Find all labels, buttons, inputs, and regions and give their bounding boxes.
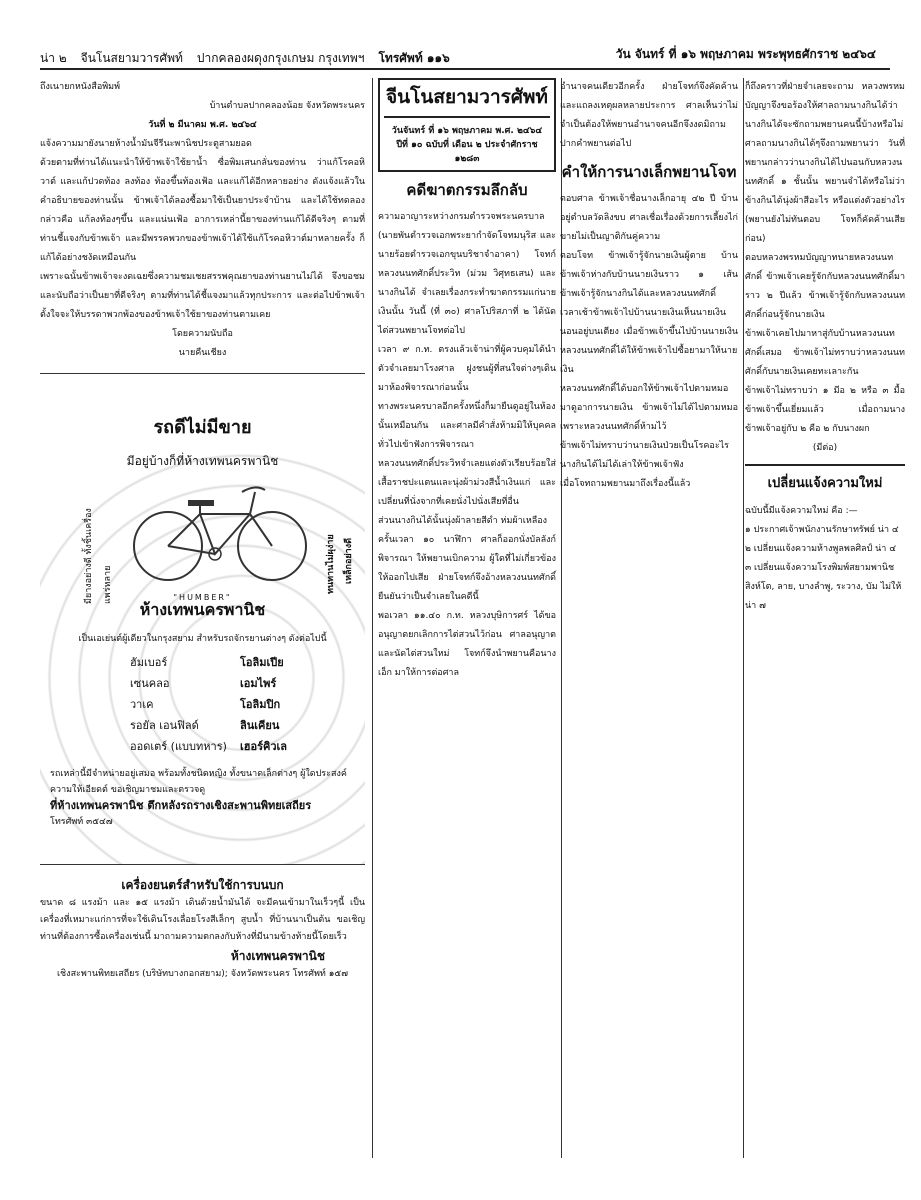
newspaper-page (40, 40, 905, 1160)
testimony-para: ตอบศาล ข้าพเจ้าชื่อนางเล็กอายุ ๔๒ ปี บ้านอยู่ตำบลวัดลิงขบ ศาลเชื่อเรื่องด้วยการเลี้ยงไก่ขายไม่เป็นญาติกันคู่ความ (560, 194, 738, 242)
salutation: ถึงเนายกหนังสือพิมพ์ (40, 82, 121, 92)
letter-para: เพราะฉนั้นข้าพเจ้าจะงดเฉยซึ่งความชมเชยสรรพคุณยาของท่านยานไม่ได้ จึงขอชมและนับถือว่าเป็นยาที่ดีจริงๆ ตามที่ท่านได้ชี้แจงมาแล้วทุกประการ และต่อไปข้าพเจ้าตั้งใจจะให้บรรดาพวกพ้องของข้าพเจ้าใช้ยาของท่านตามเคย (40, 272, 365, 320)
right-column (745, 78, 905, 1158)
engine-ad-address: เชิงสะพานพิทยเสถียร (บริษัทบางกอกสยาม); จังหวัดพระนคร โทรศัพท์ ๑๕๗ (56, 969, 348, 979)
issue-date-line: วันจันทร์ ที่ ๑๖ พฤษภาคม พ.ศ. ๒๔๖๔ (391, 126, 543, 136)
telephone: โทรศัพท์ ๑๑๖ (378, 51, 450, 65)
notice-intro: ฉบับนี้มีแจ้งความใหม่ คือ :— (745, 506, 858, 516)
article-para: ทางพระนครบาลอีกครั้งหนึ่งก็มายืนดูอยู่ในห้องนั้นเหมือนกัน และศาลมีคำสั่งห้ามมิให้บุคคลทั่วไปเข้าฟังการพิจารณา (378, 402, 556, 450)
section-heading: คำให้การนางเล็กพยานโจท (561, 163, 737, 181)
bicycle-advertisement (40, 373, 365, 865)
ad-shop-name: ห้างเทพนครพานิช (139, 600, 266, 619)
paper-title: จีนโนสยามวารศัพท์ (386, 86, 548, 108)
notice-item: ๑ ประกาศเจ้าพนักงานรักษาทรัพย์ น่า ๔ (745, 525, 899, 535)
testimony-para: เมื่อโจทถามพยานมาถึงเรื่องนี้แล้ว (560, 479, 691, 489)
third-column (560, 78, 744, 1158)
testimony-para: ข้าพเจ้าเคยไปมาหาสู่กับบ้านหลวงนนทศักดิ์เสมอ ข้าพเจ้าไม่ทราบว่าหลวงนนทศักดิ์กับนายเงินเคยทะเลาะกัน (745, 329, 905, 377)
testimony-para: ก็ถึงคราวที่ฝ่ายจำเลยจะถาม หลวงพรหมบัญญาจึงขอร้องให้ศาลถามนางกินได้ว่า นางกินได้จะซักถามพยานคนนี้บ้างหรือไม่ ศาลถามนางกินได้ๆจึงถามพยานว่า วันที่พยานกล่าวว่านางกินได้ไปนอนกับหลวงนนทศักดิ์ ๑ ชั้นนั้น พยานจำได้หรือไม่ว่าข้างกินได้นุ่งผ้าสีอะไร หรือแต่งตัวอย่างไร (พยานยังไม่ทันตอบ โจทก็คัดค้านเสียก่อน) (745, 82, 905, 244)
testimonial-letter (40, 78, 365, 363)
letter-date: วันที่ ๒ มีนาคม พ.ศ. ๒๔๖๔ (148, 120, 257, 130)
article-para: เวลา ๙ ก.ท. ตรงแล้วเจ้าน่าที่ผู้ควบคุมได้นำตัวจำเลยมาโรงศาล ฝูงชนผู้ที่สนใจต่างๆเดินมาห้องพิจารณาก่อนนั้น (378, 345, 556, 393)
engine-ad-body: ขนาด ๘ แรงม้า และ ๑๕ แรงม้า เดินด้วยน้ำมันได้ จะมีคนเข้ามาในเร็วๆนี้ เป็นเครื่องที่เหมาะแก่การที่จะใช้เดินโรงเลื่อยโรงสีเล็กๆ สูบน้ำ ที่บ้านนาเป็นต้น ขอเชิญท่านที่ต้องการซื้อเครื่องเช่นนี้ มาถามความตกลงกับห้างที่มีนามข้างท้ายนี้โดยเร็ว (40, 898, 365, 942)
brand-list (130, 652, 330, 757)
article-para: หลวงนนทศักดิ์ประวิทจำเลยแต่งตัวเรียบร้อยใส่เสื้อราชปะแตนและนุ่งผ้าม่วงสีน้ำเงินแก่ และเปลี่ยนที่นั่งจากที่เคยนั่งไปนั่งเสียที่อื่น (378, 459, 556, 507)
article-continuation: อำนาจคนเดียวอีกครั้ง ฝ่ายโจทก์จึงคัดค้าน และแถลงเหตุผลหลายประการ ศาลเห็นว่าไม่จำเป็นต้องให้พยานอำนาจคนอีกจึงงดมิถามปากคำพยานต่อไป (560, 82, 738, 149)
notice-box (745, 472, 905, 616)
continued-marker: (มีต่อ) (812, 443, 838, 453)
ad-vertical-left: มียางอย่างดี ทั้งชิ้นเครื่องแพร่หลาย (84, 508, 113, 604)
testimony-para: เวลาเช้าข้าพเจ้าไปบ้านนายเงินเห็นนายเงินนอนอยู่บนเตียง เมื่อข้าพเจ้าขึ้นไปบ้านนายเงิน หลวงนนทศักดิ์ได้ให้ข้าพเจ้าไปซื้อยามาให้นายเงิน (560, 308, 738, 375)
letter-para: ด้วยตามที่ท่านได้แนะนำให้ข้าพเจ้าใช้ยาน้ำ ซื่อพิมเสนกลั่นของท่าน ว่าแก้โรคอหิวาต์ และแก้ปวดท้อง ลงท้อง ท้องขึ้นท้องเฟ้อ และแก้ได้อีกหลายอย่าง ดังแจ้งแล้วในคำอธิบายของท่านนั้น ข้าพเจ้าได้ลองซื้อมาใช้เป็นยาประจำบ้าน และได้ใช้ทดลองกล่าวคือ แก้ลงท้องๆขึ้น และแน่นเฟ้อ อาการเหล่านี้ยาของท่านแก้ได้ดีจริงๆ ตามที่ท่านชี้แจงกับข้าพเจ้า และมีพรรคพวกของข้าพเจ้าได้ใช้แก้โรคอหิวาต์มาหลายครั้ง ก็แก้ได้อย่างชงัดเหมือนกัน (40, 158, 365, 263)
bicycle-illustration (130, 474, 310, 584)
paper-name: จีนโนสยามวารศัพท์ (80, 51, 183, 65)
notice-item: ๓ เปลี่ยนแจ้งความโรงพิมพ์สยามพานิช สิงห์โต, ลาย, บางลำพู, ระวาง, บัม ไม่ให้น่า ๗ (745, 563, 902, 611)
issue-date: วัน จันทร์ ที่ ๑๖ พฤษภาคม พระพุทธศักราช ๒๔๖๔ (615, 47, 876, 61)
ad-subhead: มีอยู่บ้างก็ที่ห้างเทพนครพานิช (126, 454, 279, 468)
notice-item: ๒ เปลี่ยนแจ้งความห้างพูลพลศิลป์ น่า ๔ (745, 544, 897, 554)
engine-advertisement (40, 875, 365, 983)
ad-headline: รถดีไม่มีขาย (153, 417, 252, 438)
testimony-para: ข้าพเจ้าไม่ทราบว่า ๑ มีอ ๒ หรือ ๓ มื้อ ข้าพเจ้าขึ้นเยี่ยมแล้ว เมื่อถามนาง ข้าพเจ้าอยู่กับ ๒ คือ ๒ กับนางผก (745, 386, 905, 434)
article-title: คดีฆาตกรรมลึกลับ (406, 181, 528, 199)
article-para: ส่วนนางกินได้นั้นนุ่งผ้าลายสีดำ ห่มผ้าเหลือง (378, 516, 548, 526)
article-para: ครั้นเวลา ๑๐ นาฬิกา ศาลก็ออกนั่งบัลลังก์พิจารณา ให้พยานเบิกความ ผู้ใดที่ไม่เกี่ยวข้องให้ออกไปเสีย ฝ่ายโจทก์จึงอ้างหลวงนนทศักดิ์ยืนยันว่าเป็นจำเลยในคดีนี้ (378, 535, 556, 602)
bicycle-brand: "HUMBER" (173, 593, 232, 602)
letter-address: บ้านตำบลปากคลองน้อย จังหวัดพระนคร (209, 101, 365, 111)
letter-signature: นายคืนเชียง (178, 348, 227, 358)
brand-row: วาเค โอลิมปิก (130, 698, 281, 711)
engine-ad-headline: เครื่องยนตร์สำหรับใช้การบนบก (121, 878, 284, 892)
masthead (40, 40, 890, 70)
ad-vertical-right-2: เหล็กอย่างดี (344, 538, 354, 584)
paper-title-box (378, 78, 556, 172)
letter-closing: โดยความนับถือ (172, 329, 233, 339)
article-para: พอเวลา ๑๑.๔๐ ก.ท. หลวงบุษิการศร์ ได้ขออนุญาตยกเลิกการไต่สวนไว้ก่อน ศาลอนุญาตและนัดไต่สวนใหม่ โจทก์จึงนำพยานคือนางเอ็ก มาให้การต่อศาล (378, 611, 556, 678)
notice-heading: เปลี่ยนแจ้งความใหม่ (767, 476, 883, 491)
testimony-para: ข้าพเจ้าไม่ทราบว่านายเงินป่วยเป็นโรคอะไร นางกินได้ไม่ได้เล่าให้ข้าพเจ้าฟัง (560, 441, 730, 470)
page-label: น่า ๒ (40, 51, 67, 65)
center-column (372, 78, 562, 1158)
ad-vertical-right-1: ทนทานไม่ผุง่าย (326, 534, 336, 594)
letter-para: แจ้งความมายังนายห้างน้ำมันจีรีนะพานิชประตูสามยอด (40, 139, 252, 149)
address: ปากคลองผดุงกรุงเกษม กรุงเทพฯ (196, 51, 365, 65)
left-column (40, 78, 365, 1078)
ad-footer: รถเหล่านี้มีจำหน่ายอยู่เสมอ พร้อมทั้งชนิดหญิง ทั้งขนาดเล็กต่างๆ ผู้ใดประสงค์ความให้เอียดต์ ขอเชิญมาชมและตรวจดู ที่ห้างเทพนครพานิช ตึกหลังรถรางเชิงสะพานพิทยเสถียร โทรศัพท์ ๓๕๔๗ (50, 769, 347, 827)
brand-row: ออดเตร์ (แบบทหาร) เฮอร์คิวเล (130, 740, 288, 753)
brand-row: รอยัล เอนฟิลด์ ลินเคียน (130, 719, 280, 732)
brand-row: ฮัมเบอร์ โอลิมเปีย (130, 656, 284, 669)
brand-row: เซนคลอ เอมไพร์ (130, 677, 277, 690)
article-para: ความอาญาระหว่างกรมตำรวจพระนครบาล (นายพันตำรวจเอกพระยากำจัดโจทมนุริส และนายร้อยตำรวจเอกขุนบริชาจำอาคา) โจทก์ หลวงนนทศักดิ์ประวิท (ม่วม วิศุทธเสน) และนางกินได้ จำเลยเรื่องกระทำฆาตกรรมแก่นายเงินนั้น วันนี้ (ที่ ๓๐) ศาลโปริสภาที่ ๒ ได้นัดไต่สวนพยานโจทต่อไป (378, 212, 556, 336)
issue-number-line: ปีที่ ๑๐ ฉบับที่ เดือน ๒ ประจำศักราช ๑๒๘๓ (396, 140, 538, 164)
ad-intro: เป็นเอเย่นต์ผู้เดียวในกรุงสยาม สำหรับรถจักรยานต่างๆ ดังต่อไปนี้ (78, 634, 327, 644)
testimony-para: ตอบโจท ข้าพเจ้ารู้จักนายเงินผู้ตาย บ้านข้าพเจ้าห่างกับบ้านนายเงินราว ๑ เส้น ข้าพเจ้ารู้จักนางกินได้และหลวงนนทศักดิ์ (560, 251, 738, 299)
engine-ad-shop: ห้างเทพนครพานิช (230, 949, 325, 963)
testimony-para: ตอบหลวงพรหมบัญญาทนายหลวงนนทศักดิ์ ข้าพเจ้าเคยรู้จักกับหลวงนนทศักดิ์มาราว ๒ ปีแล้ว ข้าพเจ้ารู้จักกับหลวงนนทศักดิ์ก่อนรู้จักนายเงิน (745, 253, 905, 320)
testimony-para: หลวงนนทศักดิ์ได้บอกให้ข้าพเจ้าไปตามหมอมาดูอาการนายเงิน ข้าพเจ้าไม่ได้ไปตามหมอ เพราะหลวงนนทศักดิ์ห้ามไว้ (560, 384, 738, 432)
